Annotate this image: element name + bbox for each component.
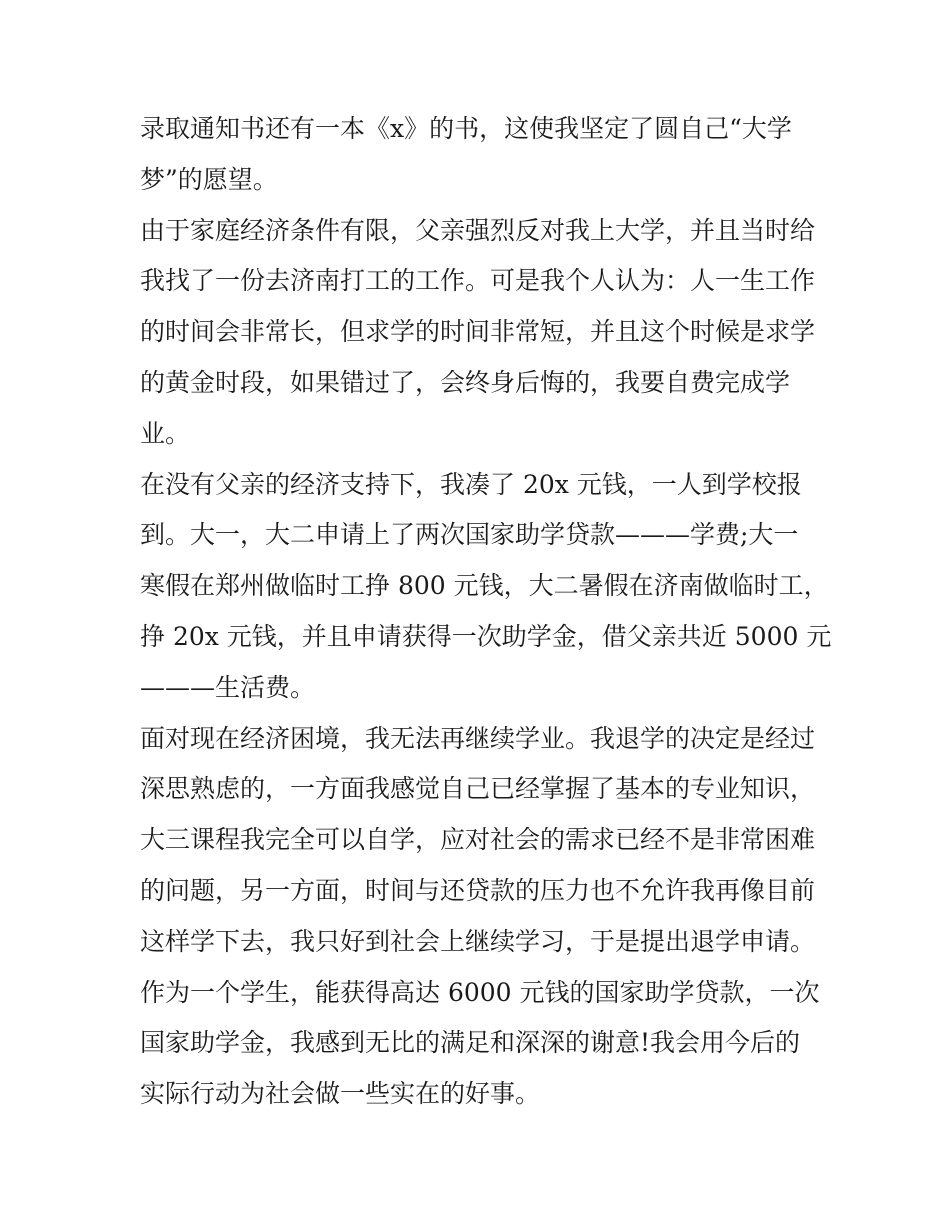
text-line: 面对现在经济困境，我无法再继续学业。我退学的决定是经过 [140,723,816,753]
text-line: 我找了一份去济南打工的工作。可是我个人认为：人一生工作 [140,266,816,296]
text-line: 录取通知书还有一本《x》的书，这使我坚定了圆自己“大学 [140,114,792,143]
text-line: 国家助学金，我感到无比的满足和深深的谢意!我会用今后的 [140,1028,801,1058]
text-line: 的黄金时段，如果错过了，会终身后悔的，我要自费完成学 [140,367,791,397]
document-body [140,104,832,1120]
text-line: 梦”的愿望。 [140,164,278,194]
text-line: 的问题，另一方面，时间与还贷款的压力也不允许我再像目前 [140,875,816,905]
text-line: 业。 [140,418,191,448]
text-line: 挣 20x 元钱，并且申请获得一次助学金，借父亲共近 5000 元 [140,621,832,651]
text-line: 实际行动为社会做一些实在的好事。 [140,1079,541,1109]
text-line: 在没有父亲的经济支持下，我凑了 20x 元钱，一人到学校报 [140,469,802,499]
text-line: 到。大一，大二申请上了两次国家助学贷款———学费;大一 [140,520,799,550]
text-line: 由于家庭经济条件有限，父亲强烈反对我上大学，并且当时给 [140,215,816,245]
text-line: 这样学下去，我只好到社会上继续学习，于是提出退学申请。 [140,926,816,956]
text-line: 寒假在郑州做临时工挣 800 元钱，大二暑假在济南做临时工， [140,571,829,601]
text-line: ———生活费。 [140,672,316,702]
text-line: 深思熟虑的，一方面我感觉自己已经掌握了基本的专业知识， [140,774,816,804]
text-line: 作为一个学生，能获得高达 6000 元钱的国家助学贷款，一次 [140,977,820,1007]
text-line: 大三课程我完全可以自学，应对社会的需求已经不是非常困难 [140,825,816,855]
text-line: 的时间会非常长，但求学的时间非常短，并且这个时候是求学 [140,317,816,347]
